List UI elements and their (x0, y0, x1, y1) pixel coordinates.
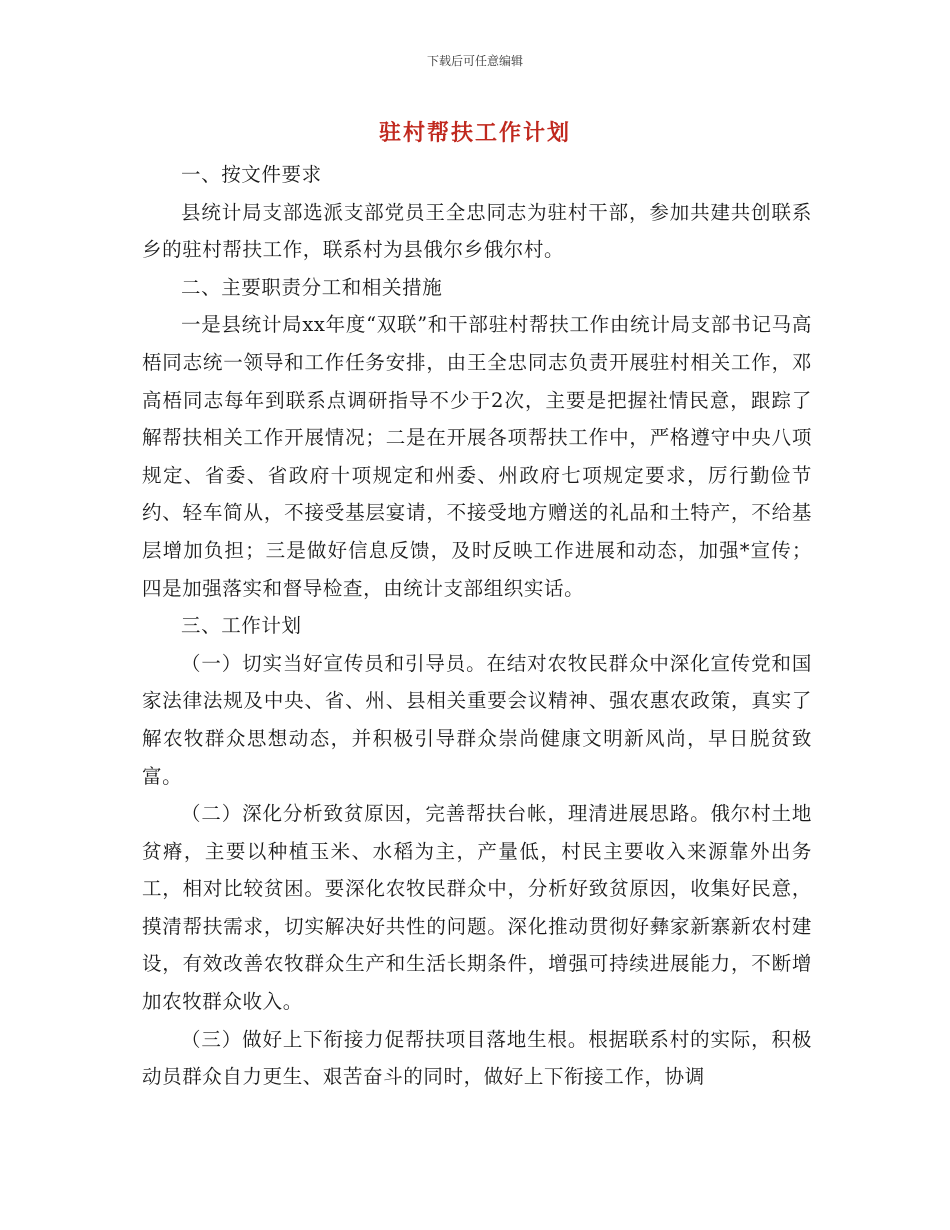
paragraph-1: 县统计局支部选派支部党员王全忠同志为驻村干部，参加共建共创联系乡的驻村帮扶工作，联系村为县俄尔乡俄尔村。 (142, 200, 812, 262)
plan-item-1: （一）切实当好宣传员和引导员。在结对农牧民群众中深化宣传党和国家法律法规及中央、省、州、县相关重要会议精神、强农惠农政策，真实了解农牧群众思想动态，并积极引导群众崇尚健康文明新风尚，早日脱贫致富。 (142, 651, 812, 788)
paragraph-2: 一是县统计局xx年度“双联”和干部驻村帮扶工作由统计局支部书记马高梧同志统一领导和工作任务安排，由王全忠同志负责开展驻村相关工作，邓高梧同志每年到联系点调研指导不少于2次，主要是把握社情民意，跟踪了解帮扶相关工作开展情况；二是在开展各项帮扶工作中，严格遵守中央八项规定、省委、省政府十项规定和州委、州政府七项规定要求，厉行勤俭节约、轻车简从，不接受基层宴请，不接受地方赠送的礼品和土特产，不给基层增加负担；三是做好信息反馈，及时反映工作进展和动态，加强*宣传；四是加强落实和督导检查，由统计支部组织实话。 (142, 313, 812, 600)
section-heading-1: 一、按文件要求 (181, 163, 322, 186)
section-heading-3: 三、工作计划 (181, 614, 302, 638)
document-body (142, 156, 812, 1096)
header-note: 下载后可任意编辑 (426, 54, 523, 68)
plan-item-2: （二）深化分析致贫原因，完善帮扶台帐，理清进展思路。俄尔村土地贫瘠，主要以种植玉米、水稻为主，产量低，村民主要收入来源靠外出务工，相对比较贫困。要深化农牧民群众中，分析好致贫原因，收集好民意，摸清帮扶需求，切实解决好共性的问题。深化推动贯彻好彝家新寨新农村建设，有效改善农牧群众生产和生活长期条件，增强可持续进展能力，不断增加农牧群众收入。 (142, 802, 812, 1014)
section-heading-2: 二、主要职责分工和相关措施 (181, 275, 443, 299)
plan-item-3: （三）做好上下衔接力促帮扶项目落地生根。根据联系村的实际，积极动员群众自力更生、艰苦奋斗的同时，做好上下衔接工作，协调 (142, 1027, 812, 1089)
document-title: 驻村帮扶工作计划 (378, 120, 571, 146)
